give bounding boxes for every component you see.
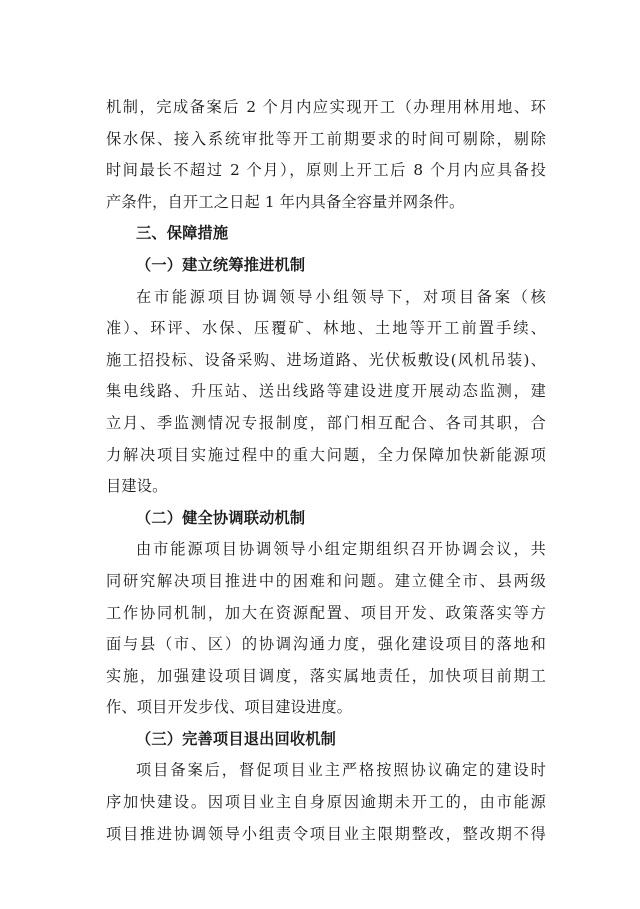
text-line: 施工招投标、设备采购、进场道路、光伏板敷设(风机吊装)、 [106, 350, 546, 369]
paragraph-coordination-mechanism [106, 282, 546, 503]
text-line: 机制，完成备案后 2 个月内应实现开工（办理用林用地、环 [106, 98, 546, 116]
text-line: 目建设。 [106, 477, 168, 496]
subheading-coordination-mechanism: （一）建立统筹推进机制 [136, 255, 306, 274]
text-line: 作、项目开发步伐、项目建设进度。 [106, 698, 353, 717]
paragraph-linkage-mechanism [106, 534, 546, 724]
text-line: 面与县（市、区）的协调沟通力度，强化建设项目的落地和 [106, 635, 546, 654]
document-page [106, 92, 546, 850]
text-line: 同研究解决项目推进中的困难和问题。建立健全市、县两级 [106, 571, 546, 590]
text-line: 产条件，自开工之日起 1 年内具备全容量并网条件。 [106, 192, 465, 211]
text-line: 准）、环评、水保、压覆矿、林地、土地等开工前置手续、 [106, 319, 546, 338]
text-line: 力解决项目实施过程中的重大问题，全力保障加快新能源项 [106, 445, 546, 464]
text-line: 集电线路、升压站、送出线路等建设进度开展动态监测，建 [106, 382, 546, 401]
text-line: 在市能源项目协调领导小组领导下，对项目备案（核 [136, 287, 546, 306]
text-line: 项目推进协调领导小组责令项目业主限期整改，整改期不得 [106, 824, 546, 843]
subheading-exit-mechanism: （三）完善项目退出回收机制 [136, 729, 337, 748]
text-line: 保水保、接入系统审批等开工前期要求的时间可剔除，剔除 [106, 129, 546, 148]
subheading-linkage-mechanism: （二）健全协调联动机制 [136, 508, 306, 527]
text-line: 立月、季监测情况专报制度，部门相互配合、各司其职，合 [106, 413, 546, 432]
section-heading-safeguards: 三、保障措施 [136, 224, 229, 243]
text-line: 实施，加强建设项目调度，落实属地责任，加快项目前期工 [106, 666, 546, 685]
text-line: 时间最长不超过 2 个月），原则上开工后 8 个月内应具备投 [106, 161, 546, 180]
text-line: 项目备案后，督促项目业主严格按照协议确定的建设时 [136, 761, 546, 780]
text-line: 工作协同机制，加大在资源配置、项目开发、政策落实等方 [106, 603, 546, 622]
text-line: 序加快建设。因项目业主自身原因逾期未开工的，由市能源 [106, 793, 546, 812]
text-line: 由市能源项目协调领导小组定期组织召开协调会议，共 [136, 540, 546, 559]
paragraph-exit-mechanism [106, 755, 546, 850]
paragraph-construction-timeline [106, 92, 546, 218]
